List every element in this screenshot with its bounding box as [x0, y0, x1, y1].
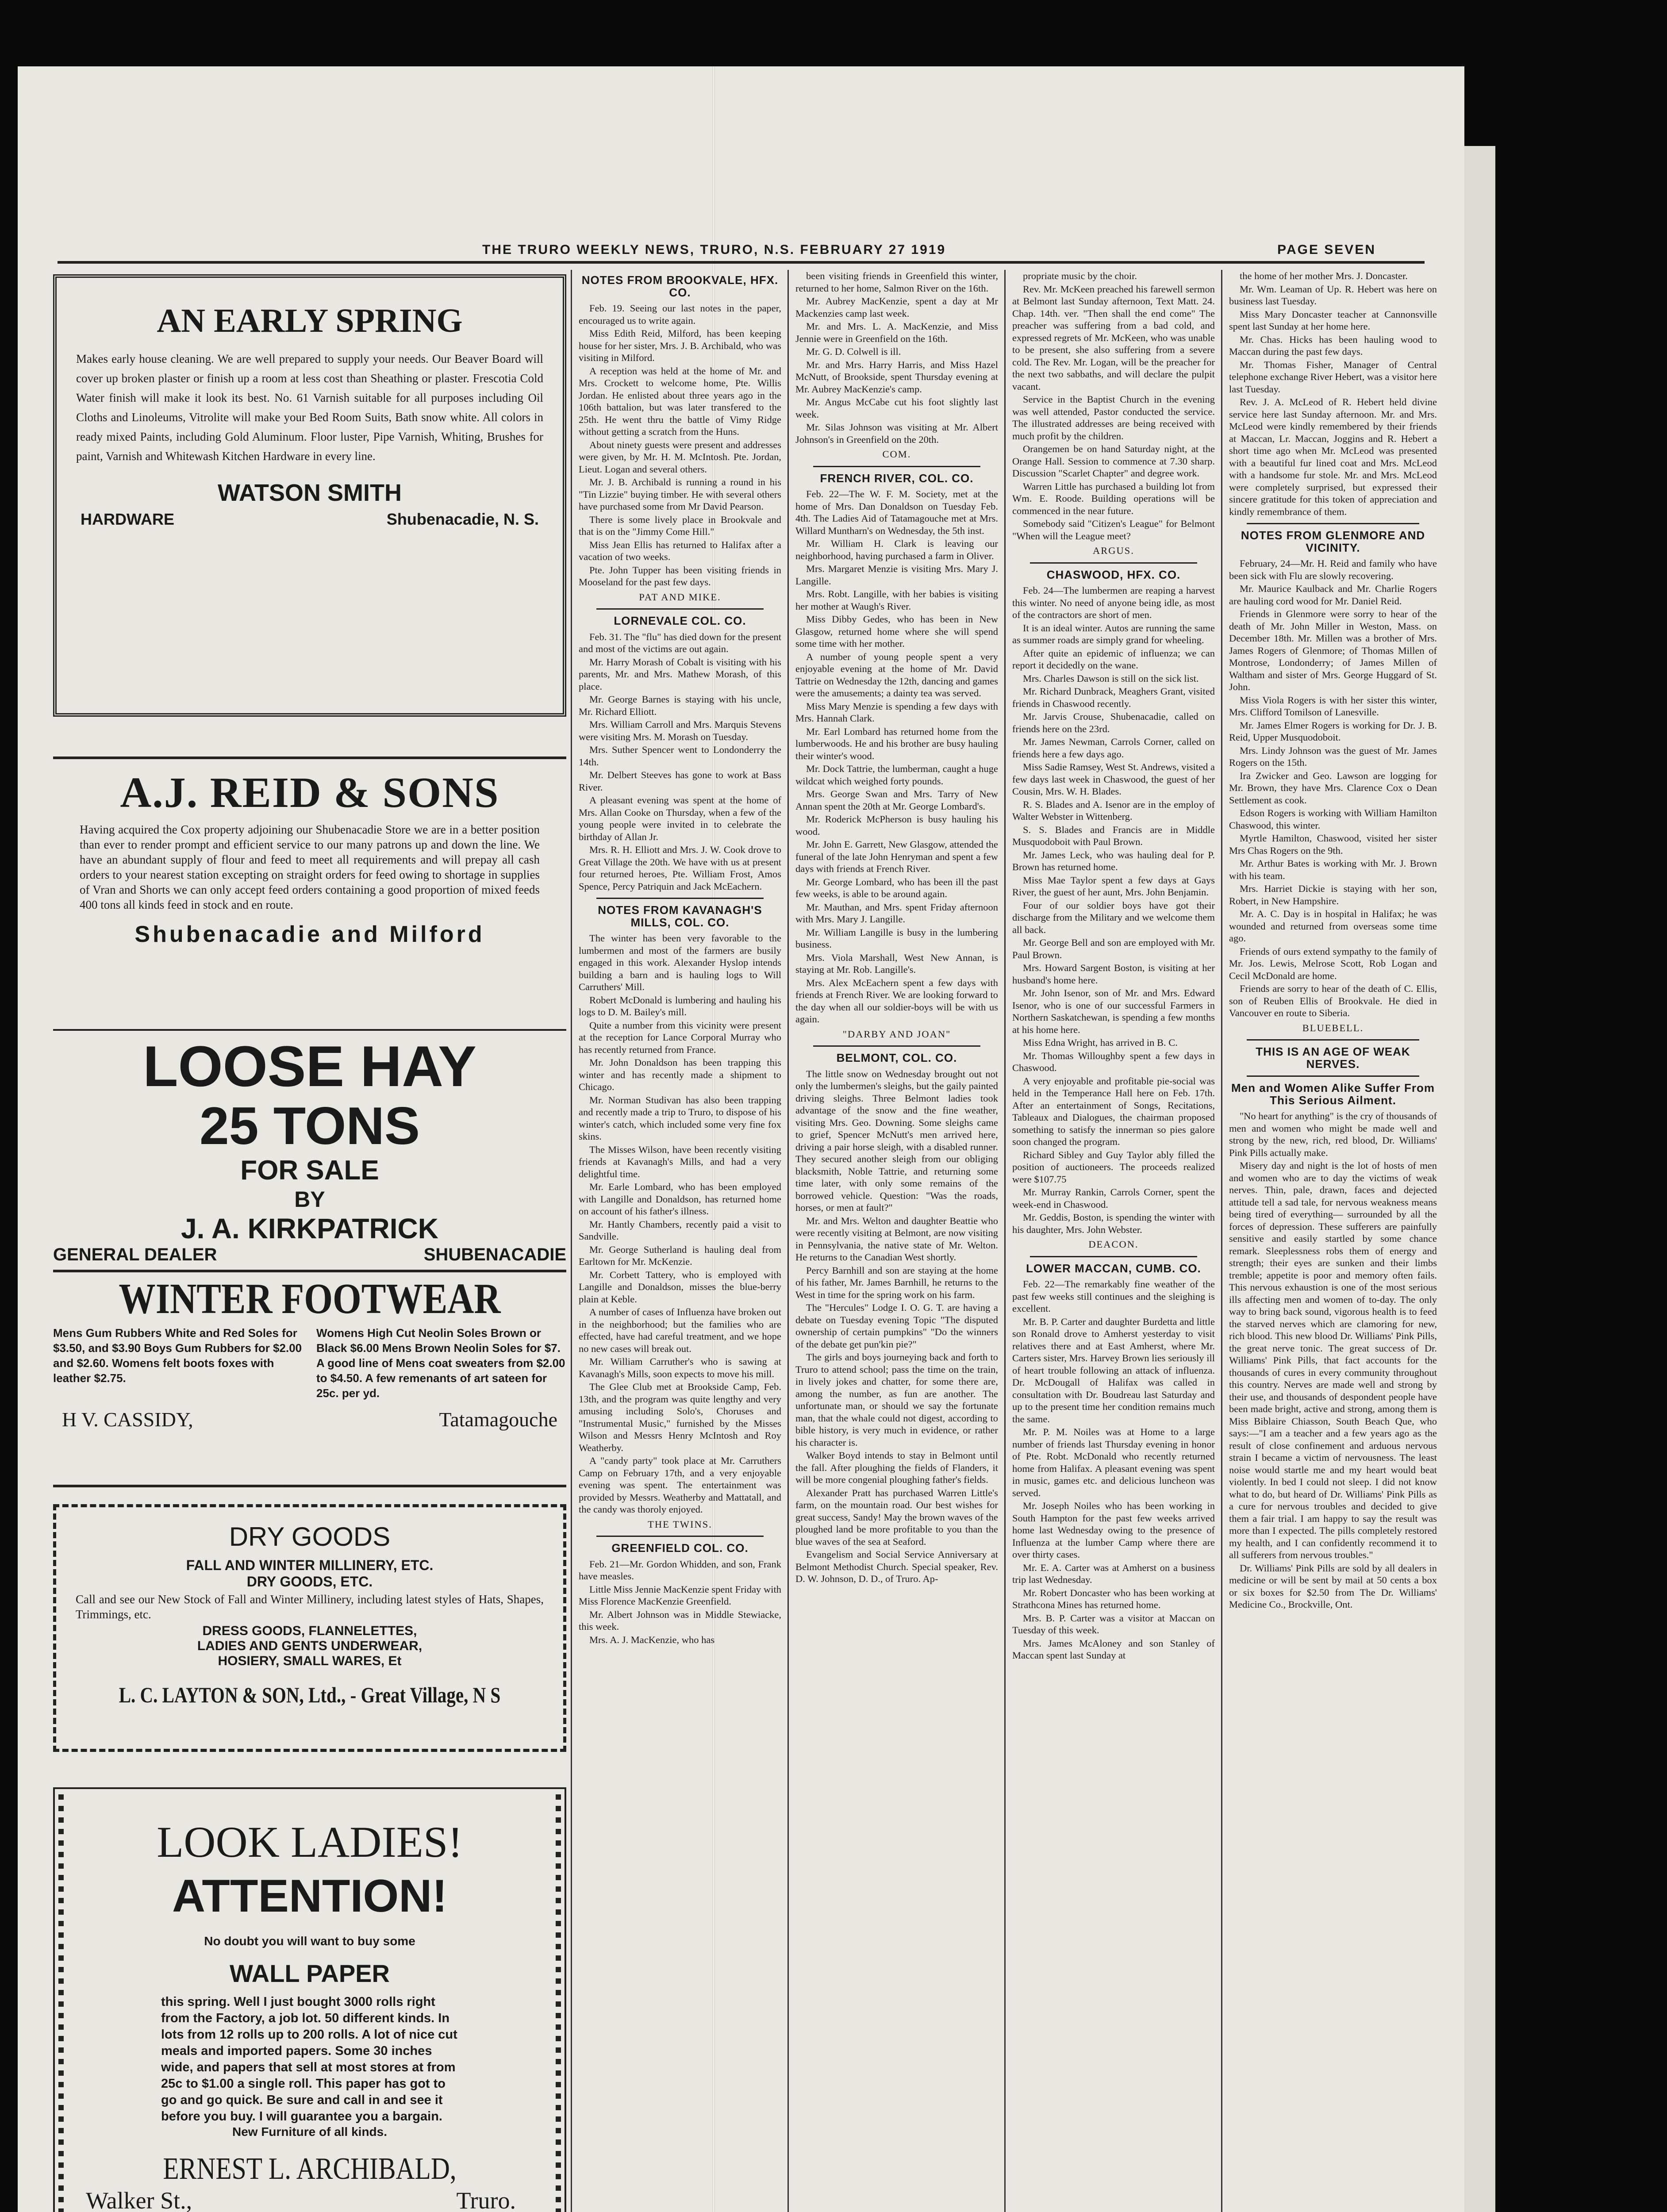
ad-line-5: J. A. KIRKPATRICK — [181, 1213, 438, 1244]
article-paragraph: Mrs. B. P. Carter was a visitor at Maccan on Tuesday of this week. — [1012, 1612, 1215, 1636]
article-paragraph: Miss Edith Reid, Milford, has been keeping house for her sister, Mrs. J. B. Archibald, who was visiting in Milford. — [579, 328, 781, 363]
masthead-line: THE TRURO WEEKLY NEWS, TRURO, N.S. FEBRUARY 27 1919 — [482, 242, 946, 257]
ad-line-1: LOOSE HAY — [143, 1034, 476, 1098]
article-heading: NOTES FROM BROOKVALE, HFX. CO. — [581, 273, 779, 299]
ad-right-col: Womens High Cut Neolin Soles Brown or Black $6.00 Mens Brown Neolin Soles for $7. A good line of Mens coat sweaters from $2.00 to $4.50. A few remenants of art sateen for 25c. per yd. — [316, 1326, 565, 1400]
article-paragraph: Edson Rogers is working with William Hamilton Chaswood, this winter. — [1229, 807, 1437, 831]
article-paragraph: Friends in Glenmore were sorry to hear of the death of Mr. John Miller in Weston, Mass. on December 18th. Mr. Millen was a brother of Mrs. James Rogers of Glenmore; of Thomas Millen of Montrose, Londonderry; of James Millen of Waltham and sister of Mrs. George Huggard of St. John. — [1229, 608, 1437, 692]
article-paragraph: Mr. Corbett Tattery, who is employed with Langille and Donaldson, misses the blue-berry plain at Keble. — [579, 1269, 781, 1305]
ad-line-3: No doubt you will want to buy some — [204, 1934, 415, 1948]
column-rule — [787, 270, 789, 2212]
article-paragraph: Mr. and Mrs. Harry Harris, and Miss Hazel McNutt, of Brookside, spent Thursday evening at Mr. Aubrey MacKenzie's camp. — [795, 359, 998, 395]
column-3 — [795, 270, 998, 2212]
article-heading: GREENFIELD COL. CO. — [611, 1541, 749, 1555]
article-paragraph: Mr. George Barnes is staying with his uncle, Mr. Richard Elliott. — [579, 694, 781, 717]
column-rule — [1004, 270, 1006, 2212]
article-paragraph: Mrs. Harriet Dickie is staying with her son, Robert, in New Hampshire. — [1229, 883, 1437, 906]
article-paragraph: Mrs. Howard Sargent Boston, is visiting at her husband's home here. — [1012, 962, 1215, 986]
article-paragraph: Mr. E. A. Carter was at Amherst on a business trip last Wednesday. — [1012, 1562, 1215, 1585]
article-paragraph: Mr. B. P. Carter and daughter Burdetta and little son Ronald drove to Amherst yesterday to visit relatives there and at East Amherst, where Mr. Carters sister, Mrs. Harvey Brown lies seriously ill of heart trouble following an attack of influenza. Dr. McDougall of Halifax was called in consultation with Dr. Boudreau last Saturday and up to the present time her condition remains much the same. — [1012, 1316, 1215, 1425]
article-paragraph: Walker Boyd intends to stay in Belmont until the fall. After ploughing the fields of Flanders, it will be more congenial ploughing father's fields. — [795, 1450, 998, 1485]
article-paragraph: Quite a number from this vicinity were present at the reception for Lance Corporal Murray who has recently returned from France. — [579, 1019, 781, 1055]
article-paragraph: Mrs. Lindy Johnson was the guest of Mr. James Rogers on the 15th. — [1229, 745, 1437, 768]
article-paragraph: About ninety guests were present and addresses were given, by Mr. H. M. McIntosh. Pte. Jordan, Lieut. Logan and several others. — [579, 439, 781, 475]
article-paragraph: Little Miss Jennie MacKenzie spent Friday with Miss Florence MacKenzie Greenfield. — [579, 1583, 781, 1607]
column-5 — [1229, 270, 1437, 2212]
article-paragraph: Mr. Jarvis Crouse, Shubenacadie, called on friends here on the 23rd. — [1012, 711, 1215, 734]
article-paragraph: It is an ideal winter. Autos are running the same as summer roads are simply grand for wheeling. — [1012, 622, 1215, 645]
ad-line-2: DRY GOODS, ETC. — [246, 1574, 373, 1590]
article-rule — [1247, 1039, 1419, 1041]
article-rule — [813, 1045, 980, 1047]
article-signature: DEACON. — [1088, 1239, 1139, 1250]
article-paragraph: Mr. Thomas Willoughby spent a few days in Chaswood. — [1012, 1050, 1215, 1073]
article-paragraph: Mrs. James McAloney and son Stanley of Maccan spent last Sunday at — [1012, 1637, 1215, 1661]
article-signature: BLUEBELL. — [1302, 1022, 1364, 1033]
article-paragraph: Mrs. William Carroll and Mrs. Marquis Stevens were visiting Mrs. M. Morash on Tuesday. — [579, 719, 781, 742]
article-signature: PAT AND MIKE. — [639, 591, 721, 603]
article-paragraph: Mr. Silas Johnson was visiting at Mr. Albert Johnson's in Greenfield on the 20th. — [795, 422, 998, 445]
article-signature: ARGUS. — [1093, 545, 1134, 556]
ad-left: HARDWARE — [81, 510, 174, 528]
article-heading: THIS IS AN AGE OF WEAK NERVES. — [1256, 1045, 1410, 1071]
ad-place: Tatamagouche — [439, 1408, 557, 1431]
article-paragraph: Mrs. George Swan and Mrs. Tarry of New Annan spent the 20th at Mr. George Lombard's. — [795, 788, 998, 812]
article-paragraph: A "candy party" took place at Mr. Carruthers Camp on February 17th, and a very enjoyable evening was spent. The entertainment was provided by Messrs. Weatherby and Mattatall, and the candy was thoroly enjoyed. — [579, 1455, 781, 1515]
page-header — [58, 239, 1425, 264]
ad-footer: Shubenacadie and Milford — [134, 922, 485, 947]
article-paragraph: Mr. Arthur Bates is working with Mr. J. Brown with his team. — [1229, 858, 1437, 881]
column-2 — [579, 270, 781, 2212]
article-paragraph: Mr. George Sutherland is hauling deal from Earltown for Mr. McKenzie. — [579, 1244, 781, 1267]
ad-line-3: DRESS GOODS, FLANNELETTES, — [202, 1624, 417, 1638]
ad-title: WINTER FOOTWEAR — [119, 1275, 501, 1323]
ad-reid-sons — [53, 757, 566, 1031]
ad-line-2: 25 TONS — [200, 1096, 420, 1156]
article-paragraph: Four of our soldier boys have got their discharge from the Military and we welcome them all back. — [1012, 899, 1215, 935]
article-paragraph: Mr. George Bell and son are employed with Mr. Paul Brown. — [1012, 937, 1215, 960]
article-paragraph: Mr. Murray Rankin, Carrols Corner, spent the week-end in Chaswood. — [1012, 1187, 1215, 1210]
ad-title: AN EARLY SPRING — [157, 302, 463, 339]
article-paragraph: Mr. Chas. Hicks has been hauling wood to Maccan during the past few days. — [1229, 334, 1437, 357]
article-paragraph: Miss Dibby Gedes, who has been in New Glasgow, returned home where she will spend some time with her mother. — [795, 614, 998, 649]
article-paragraph: Mrs. Charles Dawson is still on the sick list. — [1023, 672, 1199, 684]
article-paragraph: The "Hercules" Lodge I. O. G. T. are having a debate on Tuesday evening Topic "The disputed ownership of certain pumpkins" "Do the winners of the debate get pun'kin pie?" — [795, 1302, 998, 1350]
article-paragraph: Mr. Aubrey MacKenzie, spent a day at Mr Mackenzies camp last week. — [795, 296, 998, 319]
article-rule — [596, 898, 764, 899]
ad-line-4: BY — [294, 1187, 325, 1212]
ad-body: Call and see our New Stock of Fall and Winter Millinery, including latest styles of Hats, Shapes, Trimmings, etc. — [76, 1593, 544, 1621]
article-paragraph: Mr. John E. Garrett, New Glasgow, attended the funeral of the late John Henryman and spent a few days with friends at French River. — [795, 839, 998, 874]
ad-line-4: LADIES AND GENTS UNDERWEAR, — [197, 1639, 423, 1653]
article-heading: FRENCH RIVER, COL. CO. — [820, 471, 974, 485]
article-paragraph: Mr. Harry Morash of Cobalt is visiting with his parents, Mr. and Mrs. Mathew Morash, of this place. — [579, 656, 781, 692]
article-paragraph: Myrtle Hamilton, Chaswood, visited her sister Mrs Chas Rogers on the 9th. — [1229, 833, 1437, 856]
article-paragraph: Feb. 22—The W. F. M. Society, met at the home of Mrs. Dan Donaldson on Tuesday Feb. 4th. The Ladies Aid of Tatamagouche met at Mrs. Willard Muntharn's on Wednesday, the 5th inst. — [795, 488, 998, 536]
column-rule — [1221, 270, 1222, 2212]
article-paragraph: Mr. J. B. Archibald is running a round in his "Tin Lizzie" buying timber. He with several others have purchased some from Mr David Pearson. — [579, 476, 781, 512]
ad-line-2: ATTENTION! — [172, 1870, 447, 1922]
article-paragraph: Mr. Geddis, Boston, is spending the winter with his daughter, Mrs. John Webster. — [1012, 1212, 1215, 1235]
ad-street: Walker St., — [86, 2187, 192, 2212]
page-edge — [1464, 146, 1495, 2212]
ad-line-5: New Furniture of all kinds. — [232, 2125, 388, 2139]
article-signature: "DARBY AND JOAN" — [842, 1028, 951, 1040]
article-paragraph: Mrs. Margaret Menzie is visiting Mrs. Mary J. Langille. — [795, 563, 998, 587]
article-paragraph: Friends of ours extend sympathy to the family of Mr. Jos. Lewis, Melrose Scott, Rob Logan and Cecil McDonald are home. — [1229, 945, 1437, 981]
article-paragraph: been visiting friends in Greenfield this winter, returned to her home, Salmon River on the 16th. — [795, 270, 998, 294]
article-paragraph: The Misses Wilson, have been recently visiting friends at Kavanagh's Mills, and had a very delightful time. — [579, 1144, 781, 1179]
article-paragraph: Robert McDonald is lumbering and hauling his logs to D. M. Bailey's mill. — [579, 994, 781, 1018]
ornament-right — [556, 1789, 561, 2212]
article-rule — [1247, 523, 1419, 524]
article-paragraph: The Glee Club met at Brookside Camp, Feb. 13th, and the program was quite lengthy and very amusing including Solo's, Choruses and "Instrumental Music," furnished by the Misses Wilson and Messrs Henry McIntosh and Roy Weatherby. — [579, 1381, 781, 1453]
article-paragraph: Mr. John Donaldson has been trapping this winter and has recently made a shipment to Chicago. — [579, 1057, 781, 1092]
ad-line-1: FALL AND WINTER MILLINERY, ETC. — [186, 1557, 434, 1573]
article-paragraph: Evangelism and Social Service Anniversary at Belmont Methodist Church. Special speaker, Rev. D. W. Johnson, D. D., of Truro. Ap- — [795, 1549, 998, 1584]
ad-name: H V. CASSIDY, — [62, 1408, 193, 1431]
ad-body: Makes early house cleaning. We are well prepared to supply your needs. Our Beaver Board will cover up broken plaster or finish up a room at less cost than Sheathing or plaster. Frescotia Cold Water finish will make it look its best. No. 61 Varnish suitable for all purposes including Oil Cloths and Linoleums, Vitrolite will make your Bed Room Suits, Bath snow white. All colors in ready mixed Paints, including Gold Aluminum. Floor luster, Pipe Varnish, Whiting, Brushes for paint, Varnish and Whitewash Kitchen Hardware in every line. — [76, 352, 543, 463]
ad-title: A.J. REID & SONS — [120, 769, 499, 817]
article-paragraph: propriate music by the choir. — [1023, 270, 1137, 281]
article-paragraph: Miss Edna Wright, has arrived in B. C. — [1023, 1037, 1178, 1048]
article-paragraph: Feb. 24—The lumbermen are reaping a harvest this winter. No need of anyone being idle, as most of the contractors are short of men. — [1012, 585, 1215, 620]
ad-line-5: HOSIERY, SMALL WARES, Et — [218, 1654, 402, 1668]
article-paragraph: the home of her mother Mrs. J. Doncaster. — [1240, 270, 1408, 281]
article-paragraph: Feb. 22—The remarkably fine weather of the past few weeks still continues and the sleighing is excellent. — [1012, 1279, 1215, 1314]
article-paragraph: Mr. Joseph Noiles who has been working in South Hampton for the past few weeks arrived home last Wednesday owing to the presence of Influenza at the lumber Camp where there are over thirty cases. — [1012, 1500, 1215, 1560]
article-paragraph: "No heart for anything" is the cry of thousands of men and women who might be made well and strong by the new, rich, red blood, Dr. Williams' Pink Pills actually make. — [1229, 1110, 1437, 1158]
article-paragraph: A reception was held at the home of Mr. and Mrs. Crockett to welcome home, Pte. Willis Jordan. He enlisted about three years ago in the 106th battalion, but was later transfered to the 25th. He went thru the battle of Vimy Ridge without getting a scratch from the Huns. — [579, 365, 781, 437]
article-paragraph: Feb. 21—Mr. Gordon Whidden, and son, Frank have measles. — [579, 1558, 781, 1582]
ad-archibald-wallpaper — [53, 1787, 566, 2212]
ornament-left — [58, 1789, 64, 2212]
article-paragraph: Mrs. R. H. Elliott and Mrs. J. W. Cook drove to Great Village the 20th. We have with us at present four returned heroes, Pte. William Frost, Amos Spence, Percy Patriquin and Jack McEachern. — [579, 844, 781, 892]
article-paragraph: Feb. 31. The "flu" has died down for the present and most of the victims are out again. — [579, 631, 781, 654]
article-paragraph: Mrs. Suther Spencer went to Londonderry the 14th. — [579, 744, 781, 768]
article-paragraph: Mr. Richard Dunbrack, Meaghers Grant, visited friends in Chaswood recently. — [1012, 686, 1215, 709]
article-signature: COM. — [882, 449, 911, 460]
article-paragraph: Miss Viola Rogers is with her sister this winter, Mrs. Clifford Tomilson of Lanesville. — [1229, 694, 1437, 718]
ad-winter-footwear — [53, 1270, 566, 1487]
article-paragraph: S. S. Blades and Francis are in Middle Musquodoboit with Paul Brown. — [1012, 824, 1215, 847]
article-paragraph: Miss Jean Ellis has returned to Halifax after a vacation of two weeks. — [579, 539, 781, 562]
ad-right: Shubenacadie, N. S. — [386, 510, 539, 528]
article-paragraph: The girls and boys journeying back and forth to Truro to attend school; pass the time on the train, in lively jokes and chatter, for some there are, among the number, as fun are another. The unfortunate man, or should we say the fortunate man, that the whale could not digest, according to bible history, is very much in evidence, or rather his character is. — [795, 1352, 998, 1448]
article-paragraph: Mr. and Mrs. L. A. MacKenzie, and Miss Jennie were in Greenfield on the 16th. — [795, 321, 998, 344]
article-rule — [1030, 562, 1197, 564]
article-paragraph: Miss Mary Menzie is spending a few days with Mrs. Hannah Clark. — [795, 700, 998, 724]
ad-body: this spring. Well I just bought 3000 rolls right from the Factory, a job lot. 50 different kinds. In lots from 12 rolls up to 200 rolls. A lot of nice cut meals and imported papers. Some 30 inches wide, and papers that sell at most stores at from 25c to $1.00 a single roll. This paper has got to go and go quick. Be sure and call in and see it before you buy. I will guarantee you a bargain. — [161, 1995, 457, 2124]
ad-left: GENERAL DEALER — [53, 1245, 217, 1264]
ad-name: WATSON SMITH — [218, 480, 402, 506]
article-heading: NOTES FROM KAVANAGH'S MILLS, COL. CO. — [598, 903, 762, 929]
ad-watson-smith — [53, 274, 566, 717]
ad-town: Truro. — [456, 2187, 516, 2212]
ad-title: DRY GOODS — [229, 1522, 391, 1551]
article-paragraph: Mr. James Elmer Rogers is working for Dr. J. B. Reid, Upper Musquodoboit. — [1229, 719, 1437, 743]
article-paragraph: Mr. Dock Tattrie, the lumberman, caught a huge wildcat which weighed forty pounds. — [795, 763, 998, 787]
article-paragraph: Warren Little has purchased a building lot from Wm. E. Roode. Building operations will be commenced in the near future. — [1012, 480, 1215, 516]
article-paragraph: Mr. Earl Lombard has returned home from the lumberwoods. He and his brother are busy hauling their winter's wood. — [795, 726, 998, 761]
article-paragraph: Mr. G. D. Colwell is ill. — [806, 346, 901, 357]
page-number: PAGE SEVEN — [1277, 242, 1376, 257]
ad-footer: L. C. LAYTON & SON, Ltd., - Great Village, N S — [119, 1682, 501, 1707]
article-paragraph: Mr. James Newman, Carrols Corner, called on friends here a few days ago. — [1012, 736, 1215, 760]
article-heading: LOWER MACCAN, CUMB. CO. — [1026, 1261, 1201, 1275]
column-rule — [571, 270, 572, 2212]
article-paragraph: February, 24—Mr. H. Reid and family who have been sick with Flu are slowly recovering. — [1229, 558, 1437, 581]
column-4 — [1012, 270, 1215, 2212]
article-paragraph: Mr. Mauthan, and Mrs. spent Friday afternoon with Mrs. Mary J. Langille. — [795, 901, 998, 925]
article-paragraph: Mr. Angus McCabe cut his foot slightly last week. — [795, 396, 998, 420]
article-heading: Men and Women Alike Suffer From This Serious Ailment. — [1231, 1081, 1435, 1107]
article-heading: CHASWOOD, HFX. CO. — [1046, 568, 1181, 581]
article-paragraph: Mr. William H. Clark is leaving our neighborhood, having purchased a farm in Oliver. — [795, 538, 998, 561]
article-heading: NOTES FROM GLENMORE AND VICINITY. — [1241, 529, 1425, 554]
article-paragraph: Mr. Robert Doncaster who has been working at Strathcona Mines has returned home. — [1012, 1587, 1215, 1610]
article-paragraph: Mr. Earle Lombard, who has been employed with Langille and Donaldson, has returned home on account of his father's illness. — [579, 1181, 781, 1217]
article-heading: BELMONT, COL. CO. — [836, 1051, 957, 1064]
ad-body: Having acquired the Cox property adjoining our Shubenacadie Store we are in a better position than ever to render prompt and efficient service to our many patrons up and down the line. We have an abundant supply of flour and feed to meet all requirements and will prepay all cash orders to your nearest station excepting on straight orders for feed owing to shortage in supplies of Vran and Shorts we can only accept feed orders containing a good proportion of mixed feeds 400 tons all kinds feed in stock and en route. — [80, 823, 540, 911]
article-paragraph: Mrs. Alex McEachern spent a few days with friends at French River. We are looking forward to the day when all our soldier-boys will be with us again. — [795, 977, 998, 1025]
article-heading: LORNEVALE COL. CO. — [614, 614, 746, 627]
article-signature: THE TWINS. — [648, 1518, 712, 1530]
article-rule — [596, 1536, 764, 1537]
ad-line-3: FOR SALE — [240, 1155, 379, 1186]
ad-left-col: Mens Gum Rubbers White and Red Soles for $3.50, and $3.90 Boys Gum Rubbers for $2.00 and $2.60. Womens felt boots foxes with leather $2.75. — [53, 1326, 302, 1385]
article-paragraph: Mr. A. C. Day is in hospital in Halifax; he was wounded and returned from overseas some time ago. — [1229, 908, 1437, 944]
article-paragraph: Pte. John Tupper has been visiting friends in Mooseland for the past few days. — [579, 564, 781, 588]
article-paragraph: Mr. P. M. Noiles was at Home to a large number of friends last Thursday evening in honor of Pte. Robt. McDonald who recently returned home from Halifax. A pleasant evening was spent in music, games etc. and delicious luncheon was served. — [1012, 1426, 1215, 1498]
article-rule — [1030, 1256, 1197, 1257]
article-paragraph: Rev. J. A. McLeod of R. Hebert held divine service here last Sunday afternoon. Mr. and Mrs. McLeod were kindly remembered by their friends at Maccan, Lr. Maccan, Joggins and R. Hebert a short time ago when Mr. McLeod was presented with a beautiful fur lined coat and Mrs. McLeod with a handsome fur stole. Mr. and Mrs. McLeod were completely surprised, but expressed their sincere gratitude for this token of appreciation and kindly remembrance of them. — [1229, 396, 1437, 517]
article-paragraph: Mr. William Langille is busy in the lumbering business. — [795, 926, 998, 950]
ad-line-1: LOOK LADIES! — [157, 1817, 463, 1866]
article-paragraph: Mrs. A. J. MacKenzie, who has — [589, 1634, 715, 1645]
article-paragraph: Mrs. Robt. Langille, with her babies is visiting her mother at Waugh's River. — [795, 588, 998, 612]
article-paragraph: A very enjoyable and profitable pie-social was held in the Temperance Hall here on Feb. 17th. After an entertainment of Songs, Recitations, Tableaux and Dialogues, the chairman proposed something to satisfy the innerman so pies galore soon changed the program. — [1012, 1075, 1215, 1147]
article-paragraph: Mr. Wm. Leaman of Up. R. Hebert was here on business last Tuesday. — [1229, 283, 1437, 307]
article-paragraph: Dr. Williams' Pink Pills are sold by all dealers in medicine or will be sent by mail at 50 cents a box or six boxes for $2.50 from The Dr. Williams' Medicine Co., Brockville, Ont. — [1229, 1562, 1437, 1610]
article-paragraph: Mr. Norman Studivan has also been trapping and recently made a trip to Truro, to dispose of his winter's catch, which included some very fine fox skins. — [579, 1094, 781, 1142]
article-paragraph: Richard Sibley and Guy Taylor ably filled the position of auctioneers. The proceeds realized were $107.75 — [1012, 1149, 1215, 1185]
article-paragraph: Miss Sadie Ramsey, West St. Andrews, visited a few days last week in Chaswood, the guest of her Cousin, Mrs. W. H. Blades. — [1012, 761, 1215, 797]
article-rule — [596, 608, 764, 610]
article-paragraph: Alexander Pratt has purchased Warren Little's farm, on the mountain road. Our best wishes for great success, Sandy! May the brown waves of the ploughed land be more profitable to you than the blue waves of the sea at Seaford. — [795, 1487, 998, 1547]
article-paragraph: Mrs. Viola Marshall, West New Annan, is staying at Mr. Rob. Langille's. — [795, 952, 998, 975]
article-paragraph: Rev. Mr. McKeen preached his farewell sermon at Belmont last Sunday afternoon, Text Matt. 24. Chap. 14th. ver. "Then shall the end come" The preacher was suffering from a bad cold, and expressed regrets of Mr. McKeen, who was unable to be present, she also suffering from a severe cold. The Rev. Mr. Logan, will be the preacher for the next two sabbaths, and will declare the pulpit vacant. — [1012, 283, 1215, 392]
article-paragraph: The winter has been very favorable to the lumbermen and most of the farmers are busily engaged in this work. Alexander Hyslop intends building a barn and is hauling logs to Will Carruthers' Mill. — [579, 933, 781, 992]
article-paragraph: There is some lively place in Brookvale and that is on the "Jimmy Come Hill." — [579, 514, 781, 537]
ad-right: SHUBENACADIE — [423, 1245, 566, 1264]
article-paragraph: After quite an epidemic of influenza; we can report it decidedly on the wane. — [1012, 647, 1215, 671]
article-rule — [813, 466, 980, 467]
article-paragraph: Percy Barnhill and son are staying at the home of his father, Mr. James Barnhill, he returns to the West in time for the spring work on his farm. — [795, 1264, 998, 1300]
ad-line-4: WALL PAPER — [230, 1959, 390, 1987]
article-paragraph: Miss Mary Doncaster teacher at Cannonsville spent last Sunday at her home here. — [1229, 308, 1437, 332]
ad-loose-hay — [53, 1035, 566, 1265]
article-paragraph: A pleasant evening was spent at the home of Mrs. Allan Cooke on Thursday, when a few of the young people were invited in to celebrate the birthday of Allan Jr. — [579, 795, 781, 842]
article-paragraph: Mr. Maurice Kaulback and Mr. Charlie Rogers are hauling cord wood for Mr. Daniel Reid. — [1229, 583, 1437, 607]
article-paragraph: Friends are sorry to hear of the death of C. Ellis, son of Reuben Ellis of Brookvale. He died in Vancouver en route to Siberia. — [1229, 983, 1437, 1018]
article-paragraph: Somebody said "Citizen's League" for Belmont "When will the League meet? — [1012, 518, 1215, 541]
newspaper-page — [18, 66, 1464, 2212]
article-paragraph: The little snow on Wednesday brought out not only the lumbermen's sleighs, but the gaily painted driving sleighs. Three Belmont ladies took advantage of the snow and the fine weather, visiting Mrs. Geo. Downing. Some sleighs came to grief, Spencer McNutt's men arrived here, driving a pair horse sleigh, with a disabled runner. They secured another sleigh from our obliging blacksmith, Noble Tattrie, and returning some time later, with only some remains of the borrowed vehicle. Question: "Was the roads, horses, or men at fault?" — [795, 1068, 998, 1213]
ad-dry-goods — [53, 1504, 566, 1752]
article-paragraph: Mr. Delbert Steeves has gone to work at Bass River. — [579, 769, 781, 793]
article-paragraph: Miss Mae Taylor spent a few days at Gays River, the guest of her aunt, Mrs. John Benjamin. — [1012, 874, 1215, 898]
article-paragraph: Mr. John Isenor, son of Mr. and Mrs. Edward Isenor, who is one of our successful Farmers in Northern Saskatchewan, is spending a few months at his home here. — [1012, 987, 1215, 1035]
article-paragraph: Orangemen be on hand Saturday night, at the Orange Hall. Session to commence at 7.30 sharp. Discussion "Scarlet Chapter" and degree work. — [1012, 443, 1215, 479]
article-paragraph: Mr. George Lombard, who has been ill the past few weeks, is able to be around again. — [795, 876, 998, 899]
article-paragraph: Feb. 19. Seeing our last notes in the paper, encouraged us to write again. — [579, 303, 781, 326]
ad-name: ERNEST L. ARCHIBALD, — [163, 2152, 457, 2186]
article-paragraph: Ira Zwicker and Geo. Lawson are logging for Mr. Brown, they have Mrs. Clarence Cox o Dean Settlement as cook. — [1229, 770, 1437, 806]
article-paragraph: Mr. Albert Johnson was in Middle Stewiacke, this week. — [579, 1609, 781, 1632]
article-paragraph: Misery day and night is the lot of hosts of men and women who are to day the victims of weak nerves. Thin, pale, drawn, faces and dejected attitude tell a sad tale, for nervous weakness means being tired of everything— surrounded by all the forces of depression. These sufferers are painfully sensitive and easily startled by some chance remark. Sleeplessness robs them of energy and strength; their eyes are sunken and their limbs tremble; appetite is poor and memory often fails. This nervous exhaustion is one of the most serious ills affecting men and women of to-day. The only way to bring back sound, vigorous health is to feed the starved nerves which are clamoring for new, rich blood. This new blood Dr. Williams' Pink Pills, the great nerve tonic. The great success of Dr. Williams' Pink Pills, that fact accounts for the thousands of cures in every community throughout this country. Nerves are made well and strong by their use, and thousands of despondent people have been made bright, active and strong, among them is Miss Biblaire Chiasson, South Beach Que, who says:—"I am a teacher and a few years ago as the result of close confinement and arduous nervous strain I became a victim of nervousness. The least noise would startle me and my heart would beat violently. In bed I could not sleep. I did not know what to do, but heard of Dr. Williams' Pink Pills as a cure for nervous troubles and decided to give them a fair trial. I am happy to say the result was more than I expected. The pills completely restored my health, and I can confidently recommend it to all sufferers from nervous troubles." — [1229, 1160, 1437, 1560]
article-paragraph: A number of cases of Influenza have broken out in the neighborhood; but the families who are effected, have had careful treatment, and we hope no new cases will break out. — [579, 1306, 781, 1354]
article-paragraph: Mr. Thomas Fisher, Manager of Central telephone exchange River Hebert, was a visitor here last Tuesday. — [1229, 359, 1437, 395]
article-rule — [1247, 1075, 1419, 1077]
article-paragraph: Mr. William Carruther's who is sawing at Kavanagh's Mills, soon expects to move his mill. — [579, 1356, 781, 1379]
article-paragraph: Mr. Roderick McPherson is busy hauling his wood. — [795, 814, 998, 837]
article-paragraph: Mr. Hantly Chambers, recently paid a visit to Sandville. — [579, 1218, 781, 1242]
article-paragraph: Mr. and Mrs. Welton and daughter Beattie who were recently visiting at Belmont, are now visiting in Pennsylvania, the native state of Mr. Welton. He returns to the Canadian West shortly. — [795, 1215, 998, 1263]
article-paragraph: Service in the Baptist Church in the evening was well attended, Pastor conducted the service. The illustrated addresses are being received with much profit by the children. — [1012, 394, 1215, 442]
article-paragraph: A number of young people spent a very enjoyable evening at the home of Mr. David Tattrie on Wednesday the 12th, dancing and games were the amusements; a dainty tea was served. — [795, 651, 998, 699]
article-paragraph: Mr. James Leck, who was hauling deal for P. Brown has returned home. — [1012, 849, 1215, 872]
article-paragraph: R. S. Blades and A. Isenor are in the employ of Walter Webster in Wittenberg. — [1012, 799, 1215, 822]
